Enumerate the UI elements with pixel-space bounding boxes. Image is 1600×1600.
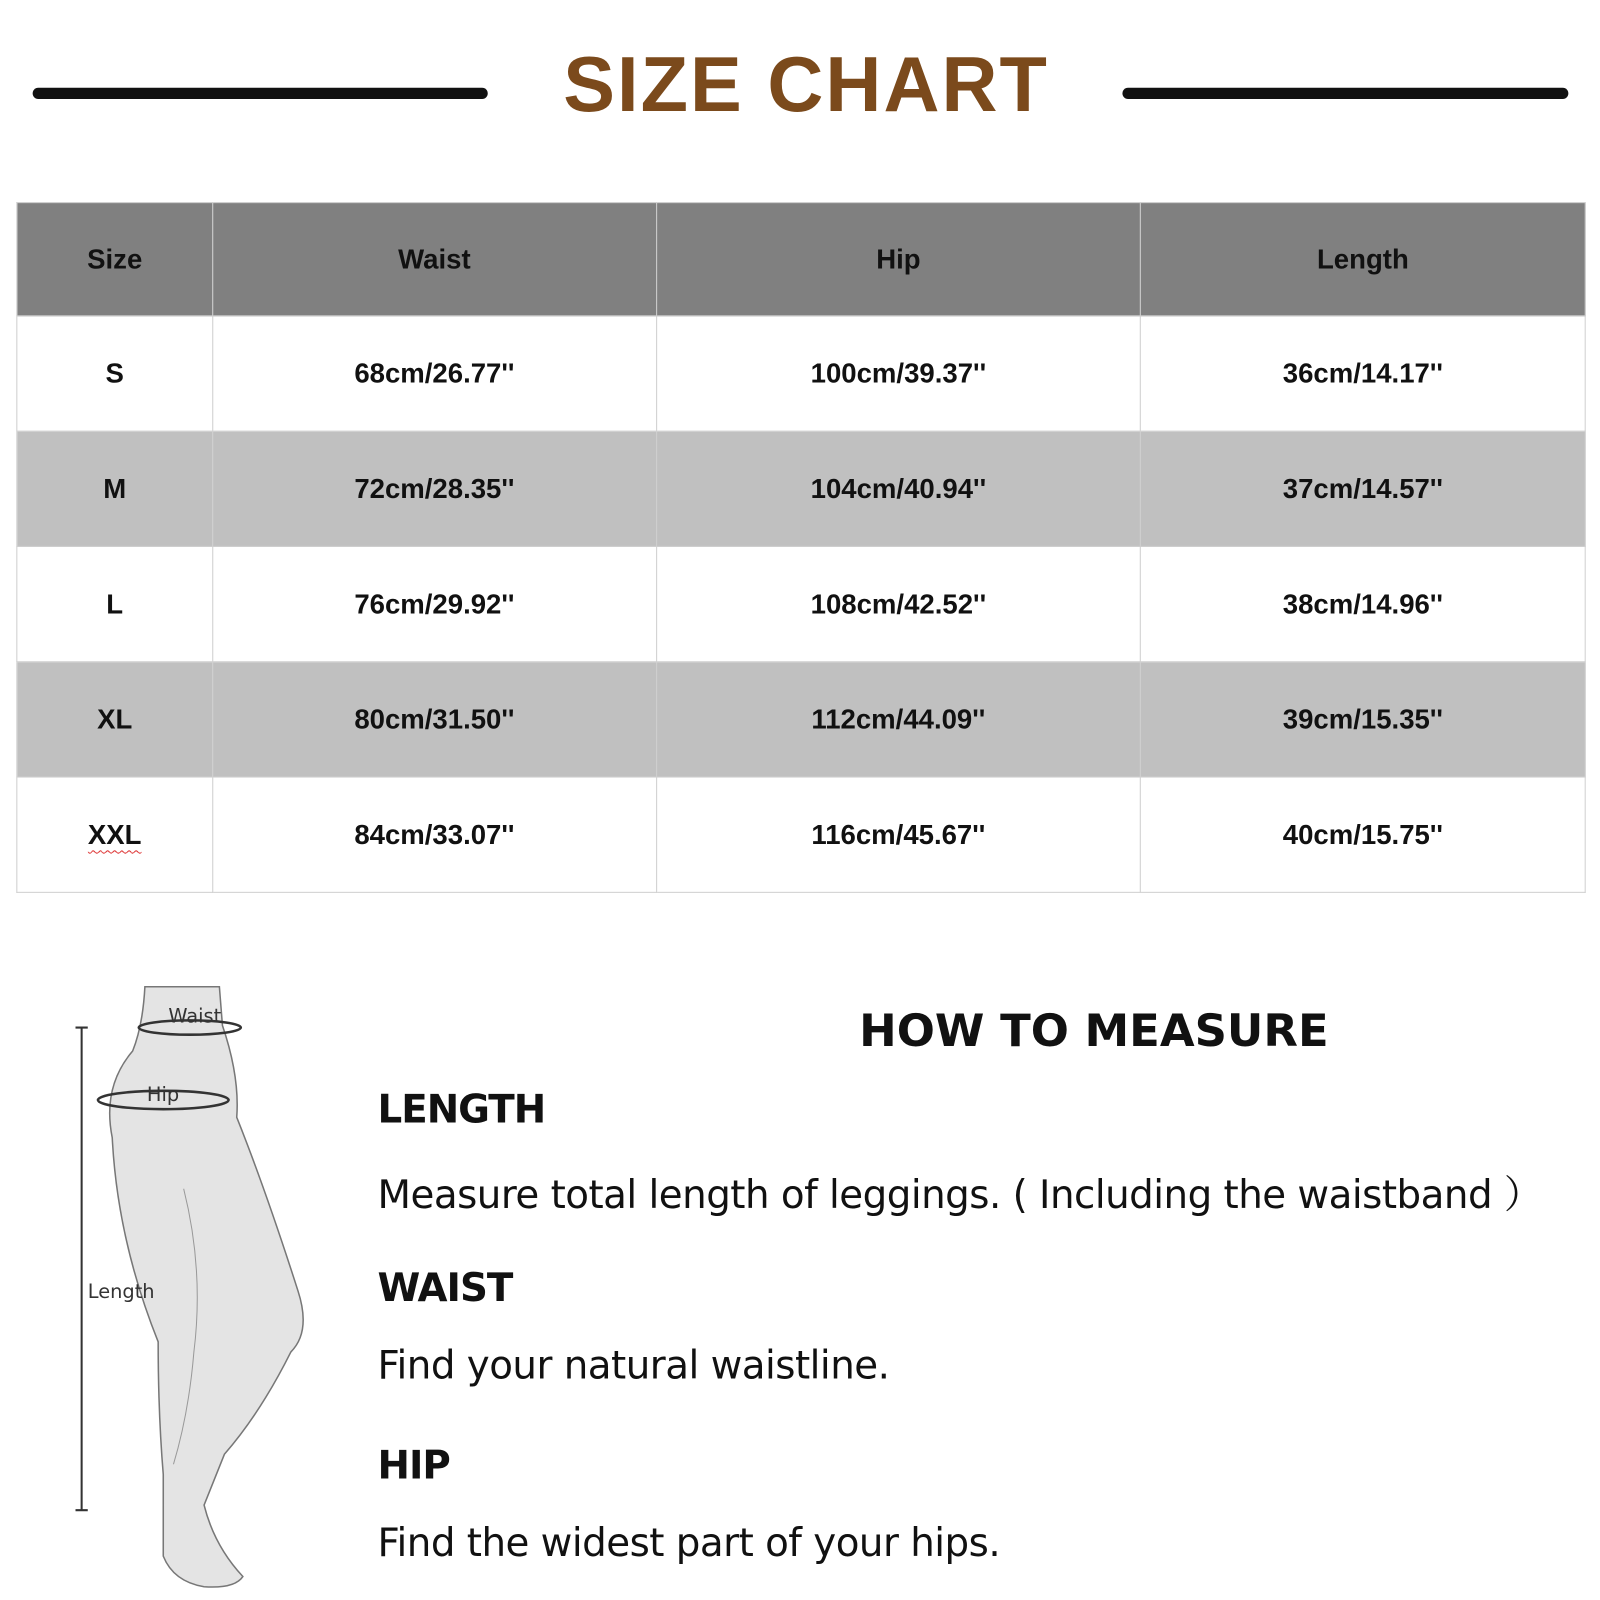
header-waist: Waist — [213, 203, 657, 316]
size-table — [16, 202, 1585, 893]
table-row — [17, 316, 1585, 431]
cell-length: 40cm/15.75'' — [1141, 777, 1586, 892]
cell-size — [17, 777, 213, 892]
cell-length: 37cm/14.57'' — [1141, 431, 1586, 546]
cell-waist: 84cm/33.07'' — [213, 777, 657, 892]
table-row — [17, 431, 1585, 546]
title-rule-left — [33, 88, 488, 99]
cell-size: S — [17, 316, 213, 431]
hip-section-text: Find the widest part of your hips. — [377, 1520, 1001, 1566]
table-row — [17, 546, 1585, 661]
header-size: Size — [17, 203, 213, 316]
page-title: SIZE CHART — [563, 41, 1049, 129]
cell-waist: 80cm/31.50'' — [213, 662, 657, 777]
cell-waist: 72cm/28.35'' — [213, 431, 657, 546]
length-section-title: LENGTH — [377, 1086, 546, 1132]
waist-section-title: WAIST — [377, 1265, 513, 1311]
cell-length: 38cm/14.96'' — [1141, 546, 1586, 661]
waist-label: Waist — [168, 1004, 222, 1028]
length-label: Length — [87, 1279, 155, 1303]
cell-waist: 76cm/29.92'' — [213, 546, 657, 661]
cell-hip: 108cm/42.52'' — [656, 546, 1140, 661]
cell-waist: 68cm/26.77'' — [213, 316, 657, 431]
cell-size: M — [17, 431, 213, 546]
cell-hip: 116cm/45.67'' — [656, 777, 1140, 892]
table-row — [17, 777, 1585, 892]
cell-size: L — [17, 546, 213, 661]
hip-section-title: HIP — [377, 1442, 450, 1488]
header-length: Length — [1141, 203, 1586, 316]
cell-size-text: XXL — [87, 818, 142, 850]
hip-label: Hip — [146, 1083, 180, 1107]
title-rule-right — [1122, 88, 1568, 99]
cell-hip: 112cm/44.09'' — [656, 662, 1140, 777]
table-row — [17, 662, 1585, 777]
length-section-text: Measure total length of leggings. ( Including the waistband ） — [377, 1172, 1543, 1218]
header-hip: Hip — [656, 203, 1140, 316]
waist-section-text: Find your natural waistline. — [377, 1342, 890, 1388]
cell-size: XL — [17, 662, 213, 777]
how-to-measure-heading: HOW TO MEASURE — [859, 1005, 1329, 1058]
cell-length: 36cm/14.17'' — [1141, 316, 1586, 431]
cell-hip: 104cm/40.94'' — [656, 431, 1140, 546]
cell-length: 39cm/15.35'' — [1141, 662, 1586, 777]
leggings-measurement-figure — [61, 985, 326, 1597]
table-header-row — [17, 203, 1585, 316]
cell-hip: 100cm/39.37'' — [656, 316, 1140, 431]
